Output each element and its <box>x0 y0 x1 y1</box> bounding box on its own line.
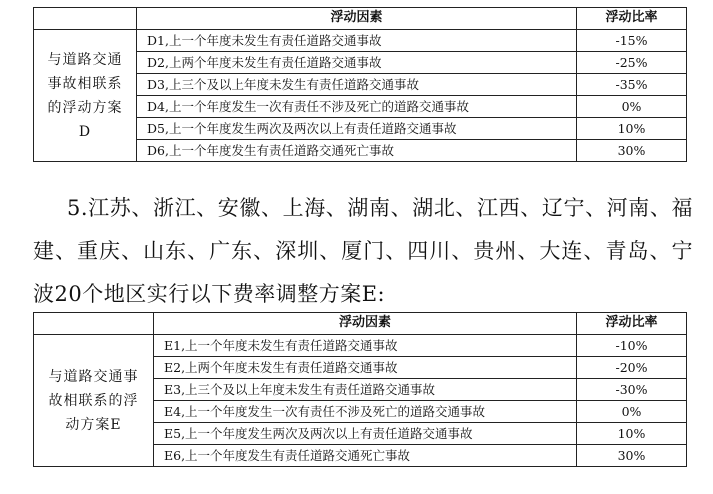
factor-cell: D2,上两个年度未发生有责任道路交通事故 <box>137 52 577 74</box>
ratio-cell: -10% <box>577 335 687 357</box>
ratio-cell: -15% <box>577 30 687 52</box>
factor-cell: E4,上一个年度发生一次有责任不涉及死亡的道路交通事故 <box>154 401 577 423</box>
ratio-cell: 30% <box>577 445 687 467</box>
header-ratio: 浮动比率 <box>577 313 687 335</box>
factor-cell: D4,上一个年度发生一次有责任不涉及死亡的道路交通事故 <box>137 96 577 118</box>
factor-cell: E3,上三个及以上年度未发生有责任道路交通事故 <box>154 379 577 401</box>
header-blank <box>34 313 154 335</box>
header-ratio: 浮动比率 <box>577 8 687 30</box>
ratio-cell: 0% <box>577 401 687 423</box>
factor-cell: E6,上一个年度发生有责任道路交通死亡事故 <box>154 445 577 467</box>
factor-cell: D3,上三个及以上年度未发生有责任道路交通事故 <box>137 74 577 96</box>
factor-cell: D1,上一个年度未发生有责任道路交通事故 <box>137 30 577 52</box>
table-row <box>34 335 687 357</box>
factor-cell: D5,上一个年度发生两次及两次以上有责任道路交通事故 <box>137 118 577 140</box>
table-header-row <box>34 313 687 335</box>
rate-table-d <box>33 7 687 162</box>
scheme-label: 与道路交通事故相联系的浮动方案D <box>34 30 137 162</box>
ratio-cell: -35% <box>577 74 687 96</box>
table-row <box>34 30 687 52</box>
rate-table-e <box>33 312 687 467</box>
header-blank <box>34 8 137 30</box>
header-factor: 浮动因素 <box>154 313 577 335</box>
header-factor: 浮动因素 <box>137 8 577 30</box>
ratio-cell: -30% <box>577 379 687 401</box>
ratio-cell: 10% <box>577 423 687 445</box>
ratio-cell: 30% <box>577 140 687 162</box>
ratio-cell: -20% <box>577 357 687 379</box>
ratio-cell: 0% <box>577 96 687 118</box>
factor-cell: E5,上一个年度发生两次及两次以上有责任道路交通事故 <box>154 423 577 445</box>
ratio-cell: -25% <box>577 52 687 74</box>
factor-cell: D6,上一个年度发生有责任道路交通死亡事故 <box>137 140 577 162</box>
table-header-row <box>34 8 687 30</box>
ratio-cell: 10% <box>577 118 687 140</box>
factor-cell: E1,上一个年度未发生有责任道路交通事故 <box>154 335 577 357</box>
regions-paragraph: 5.江苏、浙江、安徽、上海、湖南、湖北、江西、辽宁、河南、福建、重庆、山东、广东、深圳、厦门、四川、贵州、大连、青岛、宁波20个地区实行以下费率调整方案E: <box>33 196 693 306</box>
scheme-label: 与道路交通事故相联系的浮动方案E <box>34 335 154 467</box>
factor-cell: E2,上两个年度未发生有责任道路交通事故 <box>154 357 577 379</box>
